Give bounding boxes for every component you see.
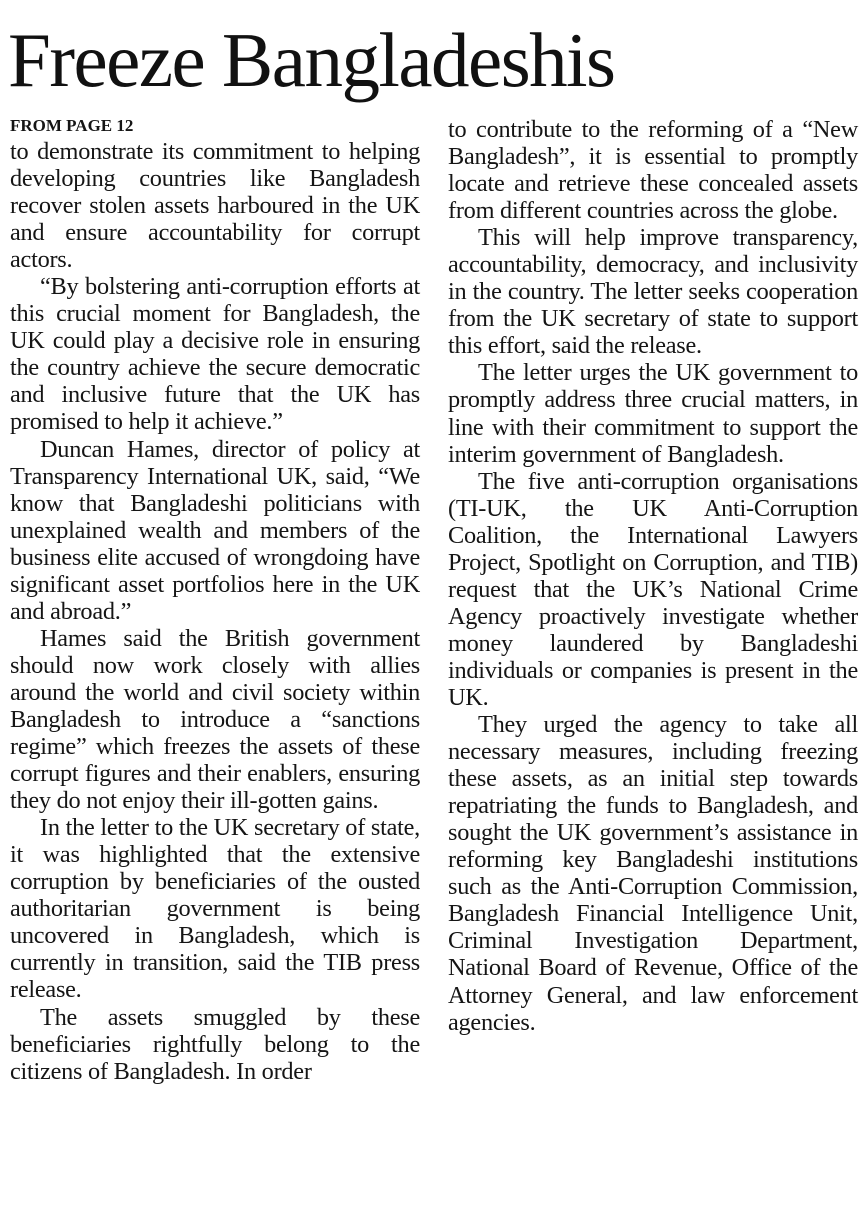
paragraph: The five anti-corruption organisations (TI-UK, the UK Anti-Corruption Coalition, the International Lawyers Project, Spotlight on Corruption, and TIB) request that the UK’s National Crime Agency proactively investigate whether money laundered by Bangladeshi individuals or companies is present in the UK. <box>448 467 858 711</box>
paragraph: Duncan Hames, director of policy at Transparency International UK, said, “We know that Bangladeshi politicians with unexplained wealth and members of the business elite accused of wrongdoing have significant asset portfolios here in the UK and abroad.” <box>10 435 420 625</box>
paragraph: Hames said the British government should now work closely with allies around the world and civil society within Bangladesh to introduce a “sanctions regime” which freezes the assets of these corrupt figures and their enablers, ensuring they do not enjoy their ill-gotten gains. <box>10 624 420 815</box>
paragraph: In the letter to the UK secretary of state, it was highlighted that the extensive corruption by beneficiaries of the ousted authoritarian government is being uncovered in Bangladesh, which is currently in transition, said the TIB press release. <box>10 814 420 1004</box>
paragraph: They urged the agency to take all necessary measures, including freezing these assets, as an initial step towards repatriating the funds to Bangladesh, and sought the UK government’s assistance in reforming key Bangladeshi institutions such as the Anti-Corruption Commission, Bangladesh Financial Intelligence Unit, Criminal Investigation Department, National Board of Revenue, Office of the Attorney General, and law enforcement agencies. <box>448 711 858 1036</box>
article-column-left <box>10 116 420 1085</box>
headline: Freeze Bangladeshis <box>8 17 615 103</box>
paragraph: to demonstrate its commitment to helping developing countries like Bangladesh recover stolen assets harboured in the UK and ensure accountability for corrupt actors. <box>10 138 420 274</box>
article-column-right <box>448 116 858 1036</box>
paragraph: This will help improve transparency, accountability, democracy, and inclusivity in the country. The letter seeks cooperation from the UK secretary of state to support this effort, said the release. <box>448 224 858 360</box>
paragraph: The letter urges the UK government to promptly address three crucial matters, in line with their commitment to support the interim government of Bangladesh. <box>448 359 858 468</box>
paragraph: The assets smuggled by these beneficiaries rightfully belong to the citizens of Bangladesh. In order <box>10 1003 420 1085</box>
continuation-kicker: FROM PAGE 12 <box>10 116 134 135</box>
paragraph: “By bolstering anti-corruption efforts at this crucial moment for Bangladesh, the UK could play a decisive role in ensuring the country achieve the secure democratic and inclusive future that the UK has promised to help it achieve.” <box>10 273 420 436</box>
paragraph: to contribute to the reforming of a “New Bangladesh”, it is essential to promptly locate and retrieve these concealed assets from different countries across the globe. <box>448 116 858 225</box>
